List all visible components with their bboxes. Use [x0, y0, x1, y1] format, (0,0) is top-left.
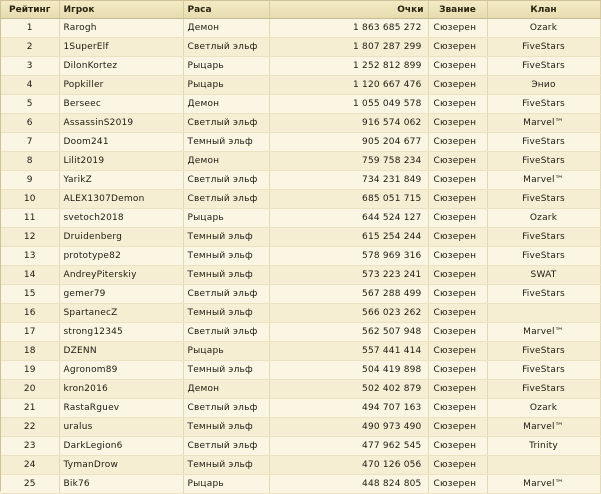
score-cell: 566 023 262 — [269, 304, 428, 323]
title-cell: Сюзерен — [428, 285, 487, 304]
player-name[interactable]: Rarogh — [59, 19, 183, 38]
rank-cell: 4 — [1, 76, 59, 95]
rank-cell: 17 — [1, 323, 59, 342]
table-row — [1, 133, 600, 152]
rank-cell: 25 — [1, 475, 59, 494]
rank-cell: 6 — [1, 114, 59, 133]
player-name[interactable]: strong12345 — [59, 323, 183, 342]
clan-name[interactable]: FiveStars — [487, 152, 600, 171]
player-name[interactable]: DZENN — [59, 342, 183, 361]
clan-name[interactable]: FiveStars — [487, 95, 600, 114]
race-cell: Светлый эльф — [183, 171, 269, 190]
score-cell: 615 254 244 — [269, 228, 428, 247]
race-cell: Рыцарь — [183, 342, 269, 361]
score-cell: 504 419 898 — [269, 361, 428, 380]
race-cell: Демон — [183, 95, 269, 114]
score-cell: 1 055 049 578 — [269, 95, 428, 114]
clan-name[interactable]: Энио — [487, 76, 600, 95]
rank-cell: 10 — [1, 190, 59, 209]
player-name[interactable]: RastaRguev — [59, 399, 183, 418]
player-name[interactable]: SpartanecZ — [59, 304, 183, 323]
rank-cell: 11 — [1, 209, 59, 228]
player-name[interactable]: Doom241 — [59, 133, 183, 152]
score-cell: 1 807 287 299 — [269, 38, 428, 57]
rank-cell: 12 — [1, 228, 59, 247]
table-row — [1, 38, 600, 57]
rank-cell: 21 — [1, 399, 59, 418]
score-cell: 759 758 234 — [269, 152, 428, 171]
title-cell: Сюзерен — [428, 19, 487, 38]
clan-name[interactable]: Marvel™ — [487, 475, 600, 494]
rank-cell: 16 — [1, 304, 59, 323]
race-cell: Рыцарь — [183, 475, 269, 494]
clan-name[interactable]: Marvel™ — [487, 114, 600, 133]
rank-cell: 9 — [1, 171, 59, 190]
table-row — [1, 190, 600, 209]
score-cell: 490 973 490 — [269, 418, 428, 437]
rank-cell: 23 — [1, 437, 59, 456]
player-name[interactable]: AndreyPiterskiy — [59, 266, 183, 285]
race-cell: Светлый эльф — [183, 190, 269, 209]
table-row — [1, 380, 600, 399]
race-cell: Темный эльф — [183, 247, 269, 266]
table-row — [1, 285, 600, 304]
clan-name[interactable]: FiveStars — [487, 361, 600, 380]
score-cell: 905 204 677 — [269, 133, 428, 152]
rank-cell: 5 — [1, 95, 59, 114]
player-name[interactable]: DilonKortez — [59, 57, 183, 76]
rating-table — [1, 1, 601, 494]
player-name[interactable]: YarikZ — [59, 171, 183, 190]
table-row — [1, 456, 600, 475]
table-row — [1, 418, 600, 437]
clan-name[interactable]: Ozark — [487, 399, 600, 418]
col-header-score[interactable]: Очки — [269, 1, 428, 19]
table-row — [1, 228, 600, 247]
race-cell: Темный эльф — [183, 266, 269, 285]
title-cell: Сюзерен — [428, 114, 487, 133]
race-cell: Темный эльф — [183, 228, 269, 247]
table-row — [1, 247, 600, 266]
clan-name[interactable]: Trinity — [487, 437, 600, 456]
race-cell: Светлый эльф — [183, 437, 269, 456]
race-cell: Светлый эльф — [183, 38, 269, 57]
title-cell: Сюзерен — [428, 190, 487, 209]
rank-cell: 24 — [1, 456, 59, 475]
title-cell: Сюзерен — [428, 361, 487, 380]
clan-name[interactable]: FiveStars — [487, 247, 600, 266]
table-row — [1, 266, 600, 285]
clan-name[interactable]: FiveStars — [487, 190, 600, 209]
table-row — [1, 361, 600, 380]
score-cell: 685 051 715 — [269, 190, 428, 209]
title-cell: Сюзерен — [428, 76, 487, 95]
col-header-player[interactable]: Игрок — [59, 1, 183, 19]
score-cell: 1 252 812 899 — [269, 57, 428, 76]
rank-cell: 8 — [1, 152, 59, 171]
clan-name[interactable]: FiveStars — [487, 342, 600, 361]
rank-cell: 3 — [1, 57, 59, 76]
title-cell: Сюзерен — [428, 57, 487, 76]
title-cell: Сюзерен — [428, 418, 487, 437]
rank-cell: 7 — [1, 133, 59, 152]
race-cell: Светлый эльф — [183, 323, 269, 342]
title-cell: Сюзерен — [428, 323, 487, 342]
title-cell: Сюзерен — [428, 228, 487, 247]
race-cell: Темный эльф — [183, 304, 269, 323]
table-row — [1, 114, 600, 133]
title-cell: Сюзерен — [428, 95, 487, 114]
table-row — [1, 57, 600, 76]
score-cell: 1 863 685 272 — [269, 19, 428, 38]
clan-name[interactable]: FiveStars — [487, 380, 600, 399]
clan-name[interactable]: Ozark — [487, 209, 600, 228]
title-cell: Сюзерен — [428, 304, 487, 323]
clan-name[interactable]: FiveStars — [487, 38, 600, 57]
score-cell: 734 231 849 — [269, 171, 428, 190]
player-name[interactable]: DarkLegion6 — [59, 437, 183, 456]
race-cell: Рыцарь — [183, 209, 269, 228]
title-cell: Сюзерен — [428, 437, 487, 456]
race-cell: Светлый эльф — [183, 114, 269, 133]
player-name[interactable]: Berseec — [59, 95, 183, 114]
table-row — [1, 19, 600, 38]
race-cell: Светлый эльф — [183, 285, 269, 304]
player-name[interactable]: Bik76 — [59, 475, 183, 494]
clan-name[interactable] — [487, 456, 600, 475]
col-header-rank[interactable]: Рейтинг — [1, 1, 59, 19]
player-name[interactable]: Lilit2019 — [59, 152, 183, 171]
player-name[interactable]: Agronom89 — [59, 361, 183, 380]
player-name[interactable]: Druidenberg — [59, 228, 183, 247]
table-row — [1, 399, 600, 418]
rank-cell: 13 — [1, 247, 59, 266]
clan-name[interactable]: Marvel™ — [487, 418, 600, 437]
title-cell: Сюзерен — [428, 171, 487, 190]
rank-cell: 19 — [1, 361, 59, 380]
col-header-clan[interactable]: Клан — [487, 1, 600, 19]
race-cell: Демон — [183, 152, 269, 171]
race-cell: Рыцарь — [183, 57, 269, 76]
player-name[interactable]: gemer79 — [59, 285, 183, 304]
player-name[interactable]: 1SuperElf — [59, 38, 183, 57]
clan-name[interactable]: FiveStars — [487, 133, 600, 152]
player-name[interactable]: TymanDrow — [59, 456, 183, 475]
player-name[interactable]: prototype82 — [59, 247, 183, 266]
rank-cell: 14 — [1, 266, 59, 285]
clan-name[interactable]: Ozark — [487, 19, 600, 38]
clan-name[interactable] — [487, 304, 600, 323]
title-cell: Сюзерен — [428, 152, 487, 171]
clan-name[interactable]: FiveStars — [487, 285, 600, 304]
race-cell: Рыцарь — [183, 76, 269, 95]
table-row — [1, 342, 600, 361]
title-cell: Сюзерен — [428, 209, 487, 228]
rank-cell: 2 — [1, 38, 59, 57]
clan-name[interactable]: Marvel™ — [487, 171, 600, 190]
table-row — [1, 95, 600, 114]
player-name[interactable]: kron2016 — [59, 380, 183, 399]
player-name[interactable]: uralus — [59, 418, 183, 437]
player-name[interactable]: Popkiller — [59, 76, 183, 95]
player-name[interactable]: svetoch2018 — [59, 209, 183, 228]
table-row — [1, 152, 600, 171]
rank-cell: 22 — [1, 418, 59, 437]
score-cell: 494 707 163 — [269, 399, 428, 418]
table-row — [1, 304, 600, 323]
clan-name[interactable]: SWAT — [487, 266, 600, 285]
score-cell: 562 507 948 — [269, 323, 428, 342]
col-header-title[interactable]: Звание — [428, 1, 487, 19]
title-cell: Сюзерен — [428, 38, 487, 57]
score-cell: 573 223 241 — [269, 266, 428, 285]
title-cell: Сюзерен — [428, 266, 487, 285]
table-header — [1, 1, 600, 19]
race-cell: Демон — [183, 19, 269, 38]
score-cell: 916 574 062 — [269, 114, 428, 133]
table-row — [1, 76, 600, 95]
player-name[interactable]: ALEX1307Demon — [59, 190, 183, 209]
score-cell: 644 524 127 — [269, 209, 428, 228]
race-cell: Демон — [183, 380, 269, 399]
title-cell: Сюзерен — [428, 475, 487, 494]
col-header-race[interactable]: Раса — [183, 1, 269, 19]
race-cell: Темный эльф — [183, 456, 269, 475]
clan-name[interactable]: FiveStars — [487, 57, 600, 76]
table-body — [1, 19, 600, 494]
race-cell: Темный эльф — [183, 361, 269, 380]
score-cell: 470 126 056 — [269, 456, 428, 475]
score-cell: 567 288 499 — [269, 285, 428, 304]
score-cell: 578 969 316 — [269, 247, 428, 266]
title-cell: Сюзерен — [428, 456, 487, 475]
race-cell: Темный эльф — [183, 133, 269, 152]
table-row — [1, 209, 600, 228]
table-row — [1, 171, 600, 190]
clan-name[interactable]: Marvel™ — [487, 323, 600, 342]
rank-cell: 1 — [1, 19, 59, 38]
player-name[interactable]: AssassinS2019 — [59, 114, 183, 133]
title-cell: Сюзерен — [428, 399, 487, 418]
race-cell: Темный эльф — [183, 418, 269, 437]
score-cell: 1 120 667 476 — [269, 76, 428, 95]
title-cell: Сюзерен — [428, 380, 487, 399]
score-cell: 502 402 879 — [269, 380, 428, 399]
race-cell: Светлый эльф — [183, 399, 269, 418]
rank-cell: 18 — [1, 342, 59, 361]
table-row — [1, 323, 600, 342]
clan-name[interactable]: FiveStars — [487, 228, 600, 247]
score-cell: 477 962 545 — [269, 437, 428, 456]
rank-cell: 20 — [1, 380, 59, 399]
title-cell: Сюзерен — [428, 247, 487, 266]
score-cell: 557 441 414 — [269, 342, 428, 361]
rank-cell: 15 — [1, 285, 59, 304]
title-cell: Сюзерен — [428, 342, 487, 361]
title-cell: Сюзерен — [428, 133, 487, 152]
table-row — [1, 437, 600, 456]
score-cell: 448 824 805 — [269, 475, 428, 494]
